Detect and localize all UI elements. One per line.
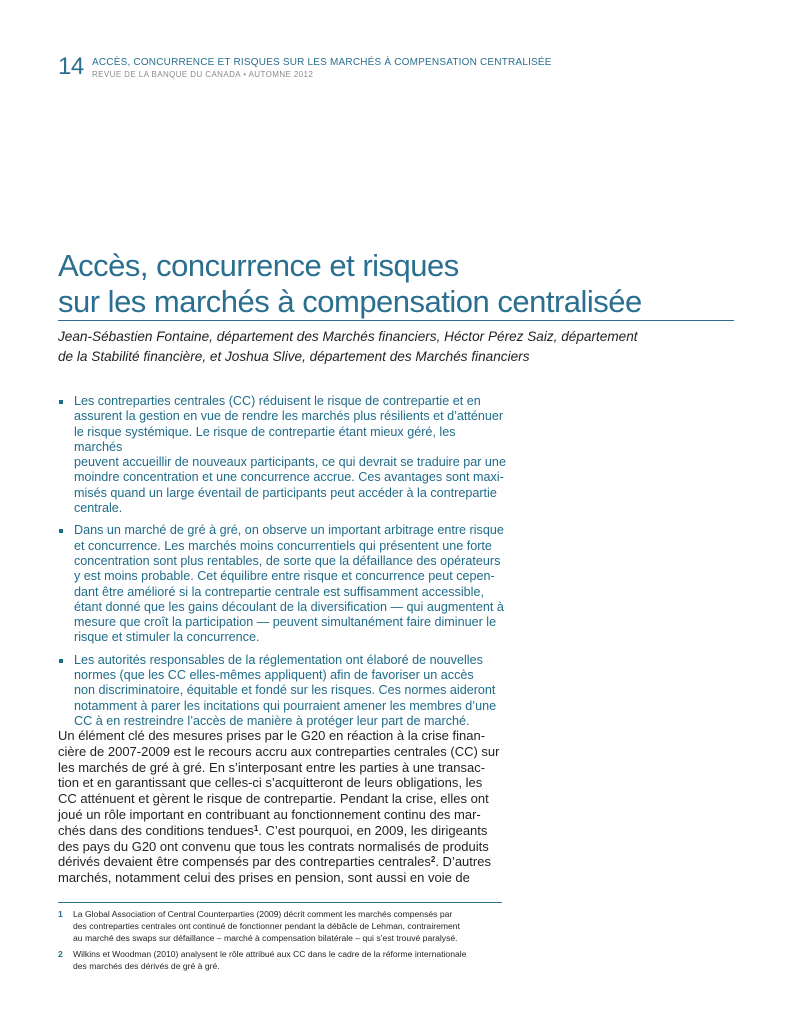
bullet-line: normes (que les CC elles-mêmes appliquent) afin de favoriser un accès <box>74 668 474 683</box>
body-text-span: dérivés devaient être compensés par des contreparties centrales <box>58 854 431 870</box>
summary-bullets <box>58 394 506 736</box>
bullet-line: Les autorités responsables de la réglementation ont élaboré de nouvelles <box>74 652 483 667</box>
body-line: CC atténuent et gèrent le risque de contrepartie. Pendant la crise, elles ont <box>58 791 489 807</box>
body-line: cière de 2007-2009 est le recours accru aux contreparties centrales (CC) sur <box>58 743 500 759</box>
footnote-text <box>73 948 503 972</box>
footnote-line: des marchés des dérivés de gré à gré. <box>73 961 220 971</box>
bullet-item <box>58 523 506 645</box>
bullet-item <box>58 653 506 729</box>
publication-info: REVUE DE LA BANQUE DU CANADA • AUTOMNE 2012 <box>92 70 314 79</box>
footnote-number: 1 <box>58 909 63 919</box>
article-title <box>58 248 642 320</box>
footnote <box>58 908 503 944</box>
bullet-line: y est moins probable. Cet équilibre entre risque et concurrence peut cepen- <box>74 569 495 584</box>
bullet-line: dant être amélioré si la contrepartie centrale est suffisamment accessible, <box>74 584 484 599</box>
body-text-span: chés dans des conditions tendues <box>58 822 254 838</box>
bullet-line: le risque systémique. Le risque de contrepartie étant mieux géré, les marchés <box>74 424 456 454</box>
bullet-item <box>58 394 506 516</box>
title-line: sur les marchés à compensation centralisée <box>58 284 642 319</box>
bullet-line: misés quand un large éventail de participants peut accéder à la contrepartie <box>74 485 497 500</box>
bullet-line: mesure que croît la participation — peuvent simultanément faire diminuer le <box>74 615 497 630</box>
bullet-line: notamment à parer les incitations qui pourraient amener les membres d’une <box>74 698 497 713</box>
bullet-line: Dans un marché de gré à gré, on observe un important arbitrage entre risque <box>74 523 504 538</box>
bullet-square-icon <box>59 400 63 404</box>
body-line: Un élément clé des mesures prises par le G20 en réaction à la crise finan- <box>58 728 486 743</box>
footnote-ref[interactable]: 1 <box>253 823 259 833</box>
footnote-line: au marché des swaps sur défaillance – marché à compensation bilatérale – qui s’est trouvé paralysé. <box>73 933 458 943</box>
body-line: des pays du G20 ont convenu que tous les contrats normalisés de produits <box>58 838 489 854</box>
footnote-line: Wilkins et Woodman (2010) analysent le rôle attribué aux CC dans le cadre de la réforme internationale <box>73 949 467 959</box>
footnote <box>58 948 503 972</box>
footnotes <box>58 908 503 976</box>
bullet-line: et concurrence. Les marchés moins concurrentiels qui présentent une forte <box>74 538 492 553</box>
authors <box>58 327 728 367</box>
body-line: marchés, notamment celui des prises en pension, sont aussi en voie de <box>58 870 470 886</box>
body-line: joué un rôle important en contribuant au fonctionnement continu des mar- <box>58 806 481 822</box>
authors-line: de la Stabilité financière, et Joshua Slive, département des Marchés financiers <box>58 349 530 364</box>
bullet-line: concentration sont plus rentables, de sorte que la défaillance des opérateurs <box>74 553 501 568</box>
body-line <box>58 823 504 839</box>
body-line: tion et en garantissant que celles-ci s’acquitteront de leurs obligations, les <box>58 775 483 791</box>
body-line <box>58 854 504 870</box>
bullet-line: risque et stimuler la concurrence. <box>74 630 260 645</box>
bullet-line: peuvent accueillir de nouveaux participants, ce qui devrait se traduire par une <box>74 455 506 470</box>
bullet-line: centrale. <box>74 501 123 516</box>
footnote-number: 2 <box>58 949 63 959</box>
footnote-rule <box>58 902 502 903</box>
title-line: Accès, concurrence et risques <box>58 248 459 283</box>
footnote-text <box>73 908 503 944</box>
running-title: ACCÈS, CONCURRENCE ET RISQUES SUR LES MARCHÉS À COMPENSATION CENTRALISÉE <box>92 57 552 68</box>
footnote-ref[interactable]: 2 <box>430 855 436 865</box>
bullet-line: étant donné que les gains découlant de la diversification — qui augmentent à <box>74 599 504 614</box>
body-text-span: . D’autres <box>435 854 491 870</box>
body-paragraph <box>58 728 504 886</box>
bullet-line: non discriminatoire, équitable et fondé sur les risques. Ces normes aideront <box>74 683 496 698</box>
bullet-line: Les contreparties centrales (CC) réduisent le risque de contrepartie et en <box>74 394 481 408</box>
bullet-line: moindre concentration et une concurrence accrue. Ces avantages sont maxi- <box>74 470 504 485</box>
bullet-square-icon <box>59 659 63 663</box>
authors-line: Jean-Sébastien Fontaine, département des Marchés financiers, Héctor Pérez Saiz, département <box>58 329 638 344</box>
bullet-line: assurent la gestion en vue de rendre les marchés plus résilients et d’atténuer <box>74 409 504 424</box>
page-number: 14 <box>58 53 84 80</box>
title-rule <box>58 320 734 321</box>
body-text-span: . C’est pourquoi, en 2009, les dirigeants <box>258 822 488 838</box>
footnote-line: La Global Association of Central Counterparties (2009) décrit comment les marchés compensés par <box>73 909 453 919</box>
bullet-line: CC à en restreindre l’accès de manière à protéger leur part de marché. <box>74 713 470 728</box>
body-line: les marchés de gré à gré. En s’interposant entre les parties à une transac- <box>58 759 486 775</box>
footnote-line: des contreparties centrales ont continué de fonctionner pendant la débâcle de Lehman, contrairement <box>73 921 460 931</box>
bullet-square-icon <box>59 529 63 533</box>
